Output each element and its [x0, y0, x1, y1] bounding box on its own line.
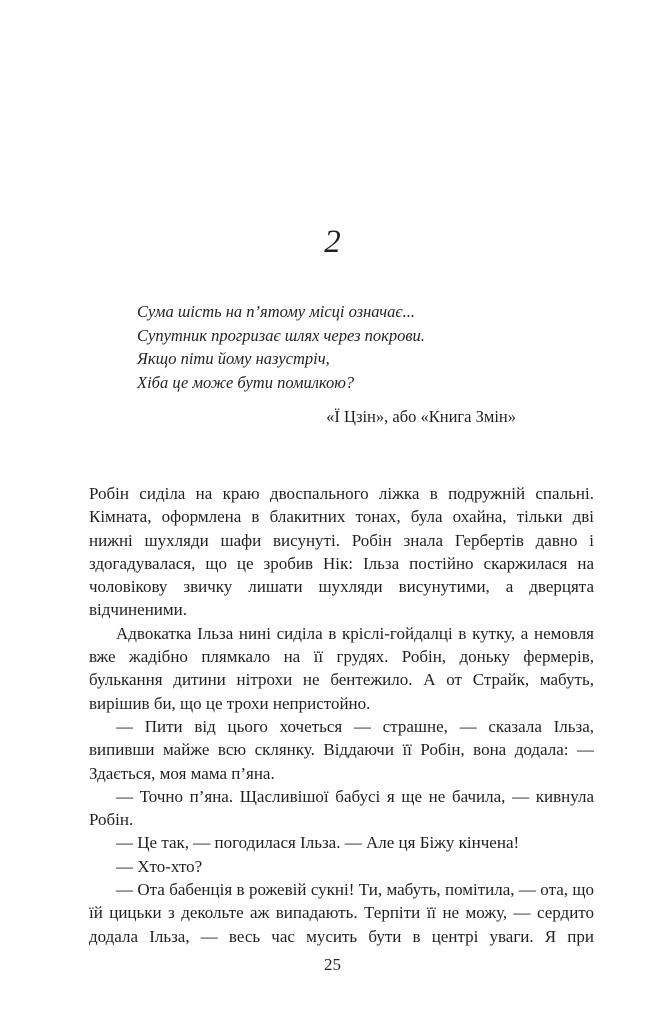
- epigraph-line: Супутник прогризає шлях через покрови.: [137, 325, 425, 345]
- paragraph: Робін сиділа на краю двоспального ліжка в подружній спальні. Кімната, оформлена в блакитних тонах, була охайна, тільки дві нижні шухляди шафи висунуті. Робін знала Гербертів давно і здогадувалася, що це зробив Нік: Ільза постійно скаржилася на чоловікову звичку лишати шухляди висунутими, а дверцята відчиненими.: [89, 484, 594, 620]
- paragraph: — Хто-хто?: [116, 856, 203, 876]
- paragraph: — Ота бабенція в рожевій сукні! Ти, мабуть, помітила, — ота, що їй цицьки з декольте аж випадають. Терпіти її не можу, — сердито додала Ільза, — весь час мусить бути в центрі уваги. Я при: [89, 880, 594, 946]
- epigraph-line: Сума шість на п’ятому місці означає...: [137, 302, 416, 321]
- paragraph: Адвокатка Ільза нині сиділа в кріслі-гойдалці в кутку, а немовля вже жадібно плямкало на її грудях. Робін, доньку фермерів, булькання дитини нітрохи не бентежило. А от Страйк, мабуть, вирішив би, що це трохи непристойно.: [89, 623, 594, 713]
- paragraph: — Пити від цього хочеться — страшне, — сказала Ільза, випивши майже всю склянку. Віддаючи її Робін, вона додала: — Здається, моя мама п’яна.: [89, 716, 594, 783]
- paragraph: — Точно п’яна. Щасливішої бабусі я ще не бачила, — кивнула Робін.: [89, 786, 594, 830]
- epigraph-source: «Ї Цзін», або «Книга Змін»: [326, 407, 516, 426]
- epigraph-line: Якщо піти йому назустріч,: [137, 349, 330, 368]
- epigraph: [137, 300, 537, 394]
- paragraph: — Це так, — погодилася Ільза. — Але ця Біжу кінчена!: [116, 833, 520, 853]
- chapter-number: 2: [324, 224, 341, 260]
- body-text: [89, 482, 594, 948]
- epigraph-line: Хіба це може бути помилкою?: [137, 372, 355, 392]
- page-number: 25: [324, 955, 341, 974]
